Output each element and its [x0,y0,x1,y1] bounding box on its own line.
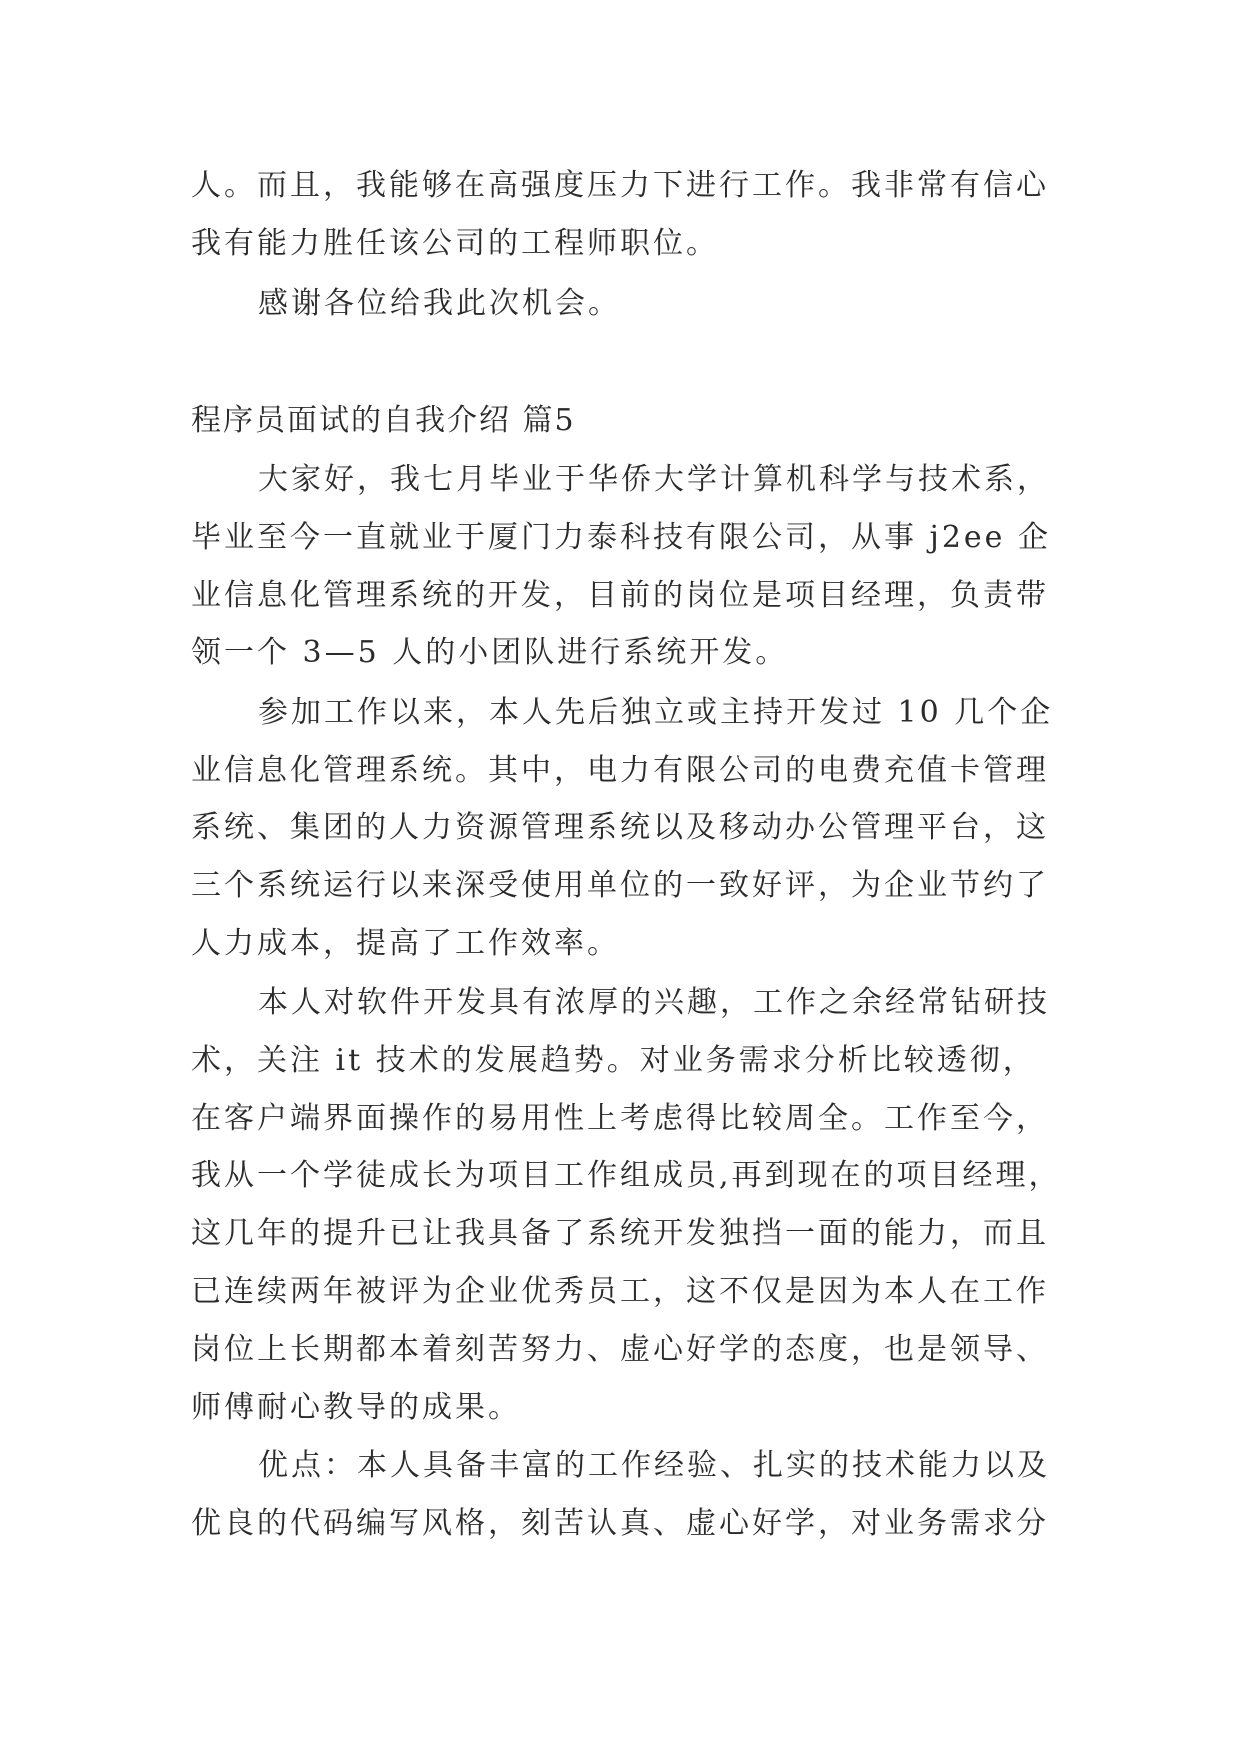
text-line-3: 感谢各位给我此次机会。 [258,286,621,321]
text-line-18: 已连续两年被评为企业优秀员工，这不仅是因为本人在工作 [191,1274,1049,1309]
text-line-10: 系统、集团的人力资源管理系统以及移动办公管理平台，这 [191,810,1049,845]
text-line-22: 优良的代码编写风格，刻苦认真、虚心好学，对业务需求分 [191,1506,1049,1541]
text-line-19: 岗位上长期都本着刻苦努力、虚心好学的态度，也是领导、 [191,1332,1049,1367]
text-line-5: 毕业至今一直就业于厦门力泰科技有限公司，从事 j2ee 企 [191,520,1051,555]
text-line-8: 参加工作以来，本人先后独立或主持开发过 10 几个企 [258,695,1054,730]
text-line-4: 大家好，我七月毕业于华侨大学计算机科学与技术系， [258,462,1050,497]
text-line-9: 业信息化管理系统。其中，电力有限公司的电费充值卡管理 [191,753,1049,788]
text-line-21: 优点：本人具备丰富的工作经验、扎实的技术能力以及 [258,1448,1050,1483]
section-heading: 程序员面试的自我介绍 篇5 [191,403,576,438]
text-line-16: 我从一个学徒成长为项目工作组成员,再到现在的项目经理， [191,1158,1062,1193]
text-line-12: 人力成本，提高了工作效率。 [191,926,620,961]
text-line-2: 我有能力胜任该公司的工程师职位。 [191,226,719,261]
text-line-1: 人。而且，我能够在高强度压力下进行工作。我非常有信心 [191,168,1049,203]
text-line-20: 师傅耐心教导的成果。 [191,1390,521,1425]
text-line-11: 三个系统运行以来深受使用单位的一致好评，为企业节约了 [191,868,1049,903]
text-line-17: 这几年的提升已让我具备了系统开发独挡一面的能力，而且 [191,1216,1049,1251]
text-line-15: 在客户端界面操作的易用性上考虑得比较周全。工作至今， [191,1101,1049,1136]
text-line-13: 本人对软件开发具有浓厚的兴趣，工作之余经常钻研技 [258,985,1050,1020]
text-line-7: 领一个 3—5 人的小团队进行系统开发。 [191,635,789,670]
text-line-14: 术，关注 it 技术的发展趋势。对业务需求分析比较透彻， [191,1043,1036,1078]
text-line-6: 业信息化管理系统的开发，目前的岗位是项目经理，负责带 [191,578,1049,613]
